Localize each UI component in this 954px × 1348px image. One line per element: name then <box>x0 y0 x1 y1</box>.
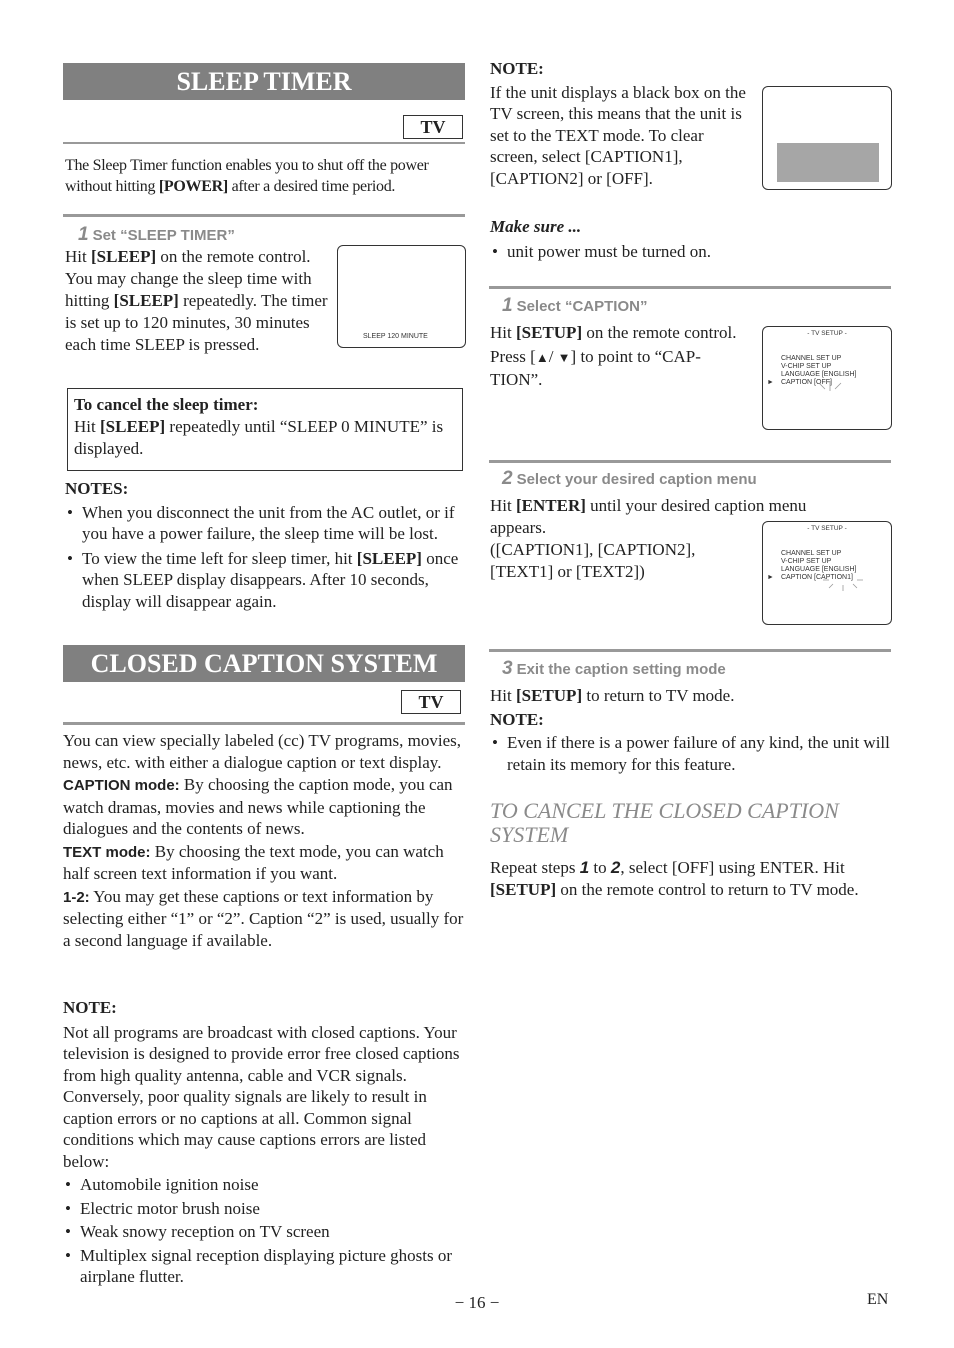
menu-item: CAPTION [OFF] <box>781 379 832 386</box>
menu-header: - TV SETUP - <box>807 525 847 532</box>
list-item: • Weak snowy reception on TV screen <box>63 1221 467 1243</box>
black-box <box>777 143 879 182</box>
menu-item: CAPTION [CAPTION1] <box>781 574 853 581</box>
list-item: • To view the time left for sleep timer, hit [SLEEP] once when SLEEP display disappears. After 10 seconds, display will disappear again. <box>65 548 463 613</box>
make-sure: Make sure ... • unit power must be turned on. <box>490 216 890 262</box>
tv-screen-menu-2 <box>762 521 892 625</box>
menu-item: V-CHIP SET UP <box>781 363 832 370</box>
divider <box>63 722 465 725</box>
divider <box>489 286 891 289</box>
cancel-sleep-box: To cancel the sleep timer: Hit [SLEEP] repeatedly until “SLEEP 0 MINUTE” is displayed. <box>67 388 463 471</box>
divider <box>63 214 465 217</box>
divider <box>489 460 891 463</box>
step-1-heading: 1 Set “SLEEP TIMER” <box>78 224 235 245</box>
note-title: NOTE: <box>490 59 544 78</box>
list-item: • unit power must be turned on. <box>490 241 890 263</box>
step-1-text: Hit [SETUP] on the remote control. Press [▲/ ▼] to point to “CAP-TION”. <box>490 323 737 389</box>
sleep-notes <box>65 478 463 612</box>
menu-item: CHANNEL SET UP <box>781 550 842 557</box>
step-2-heading: 2 Select your desired caption menu <box>502 468 757 489</box>
sleep-timer-title: SLEEP TIMER <box>63 63 465 100</box>
step-3-text: Hit [SETUP] to return to TV mode. NOTE: • Even if there is a power failure of any kind, the unit will retain its memory for this feature. <box>490 685 890 775</box>
down-arrow-icon: ▼ <box>557 350 571 365</box>
tv-screen-sleep <box>337 245 466 348</box>
list-item: • When you disconnect the unit from the AC outlet, or if you have a power failure, the sleep time will be lost. <box>65 502 463 545</box>
menu-item: CHANNEL SET UP <box>781 355 842 362</box>
divider <box>489 649 891 652</box>
pointer-icon: ► <box>767 379 774 386</box>
step-3-heading: 3 Exit the caption setting mode <box>502 658 726 679</box>
pointer-icon: ► <box>767 574 774 581</box>
closed-caption-note: NOTE: Not all programs are broadcast with closed captions. Your television is designed to provide error free closed captions from high quality antenna, cable and VCR signals. Conversely, poor quality signals are likely to result in caption errors or no captions at all. Common signal conditions which may cause captions errors are listed below: • Automobile ignition noise • Electric motor brush noise • Weak snowy reception on TV screen • Multiplex signal reception displaying picture ghosts or airplane flutter. <box>63 997 467 1288</box>
tv-screen-menu-1 <box>762 326 892 430</box>
note-title: NOTE: <box>63 998 117 1017</box>
sleep-timer-intro: The Sleep Timer function enables you to shut off the power without hitting [POWER] after a desired time period. <box>65 157 429 195</box>
up-arrow-icon: ▲ <box>535 350 549 365</box>
menu-item: LANGUAGE [ENGLISH] <box>781 371 857 378</box>
blink-marks-icon <box>815 379 845 393</box>
cancel-caption-text: Repeat steps 1 to 2, select [OFF] using ENTER. Hit [SETUP] on the remote control to return to TV mode. <box>490 858 859 899</box>
closed-caption-body: You can view specially labeled (cc) TV programs, movies, news, etc. with either a dialogue caption or text display. CAPTION mode: By choosing the caption mode, you can watch dramas, movies and news while captioning the dialogues and the contents of news. TEXT mode: By choosing the text mode, you can watch half screen text information if you want. 1-2: You may get these captions or text information by selecting either “1” or “2”. Caption “2” is used, usually for a second language if available. <box>63 731 464 950</box>
step-2-text: Hit [ENTER] until your desired caption menu appears. ([CAPTION1], [CAPTION2], [TEXT1] or [TEXT2]) <box>490 496 807 581</box>
list-item: • Electric motor brush noise <box>63 1198 467 1220</box>
step-1-text: Hit [SLEEP] on the remote control. You may change the sleep time with hitting [SLEEP] repeatedly. The timer is set up to 120 minutes, 30 minutes each time SLEEP is pressed. <box>65 247 328 354</box>
list-item: • Even if there is a power failure of any kind, the unit will retain its memory for this feature. <box>490 732 890 775</box>
cancel-caption-heading: TO CANCEL THE CLOSED CAPTION SYSTEM <box>490 798 839 847</box>
menu-item: LANGUAGE [ENGLISH] <box>781 566 857 573</box>
sleep-screen-text: SLEEP 120 MINUTE <box>363 333 428 340</box>
page-number: − 16 − <box>454 1293 500 1312</box>
notes-title: NOTES: <box>65 479 129 498</box>
menu-header: - TV SETUP - <box>807 330 847 337</box>
note-title: NOTE: <box>490 709 544 729</box>
tv-screen-text-mode <box>762 86 892 190</box>
tv-tag: TV <box>401 690 461 714</box>
cancel-sleep-title: To cancel the sleep timer: <box>74 395 259 414</box>
list-item: • Automobile ignition noise <box>63 1174 467 1196</box>
closed-caption-title: CLOSED CAPTION SYSTEM <box>63 645 465 682</box>
list-item: • Multiplex signal reception displaying picture ghosts or airplane flutter. <box>63 1245 467 1288</box>
divider <box>63 142 465 144</box>
black-box-note: NOTE: If the unit displays a black box on the TV screen, this means that the unit is set to the TEXT mode. To clear screen, select [CAPTION1], [CAPTION2] or [OFF]. <box>490 59 746 188</box>
language-tag: EN <box>867 1291 889 1308</box>
menu-item: V-CHIP SET UP <box>781 558 832 565</box>
tv-tag: TV <box>403 115 463 139</box>
blink-marks-icon <box>821 576 865 592</box>
step-1-heading: 1 Select “CAPTION” <box>502 295 648 316</box>
